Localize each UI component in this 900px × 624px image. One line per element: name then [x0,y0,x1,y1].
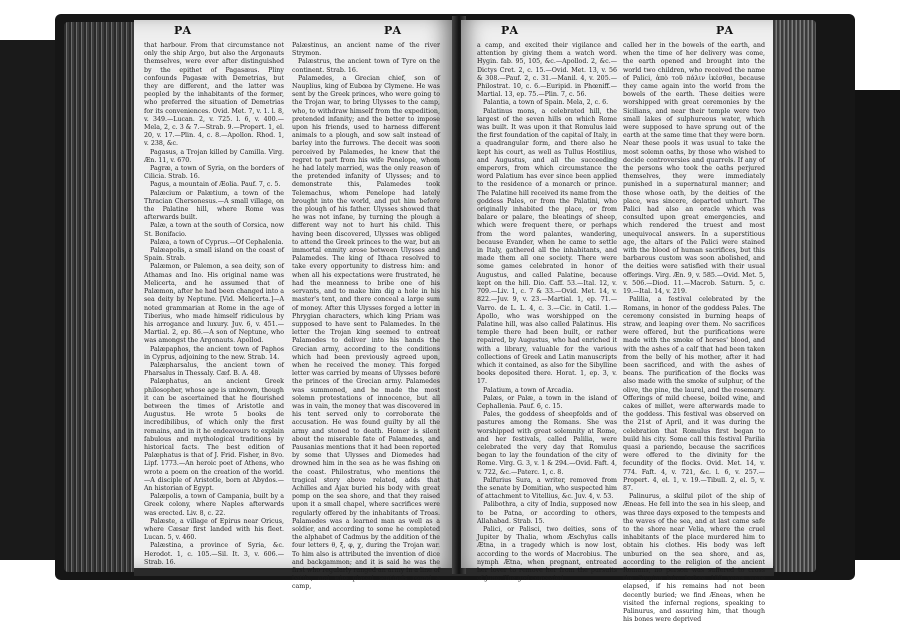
entry-paragraph: Palatinus mons, a celebrated hill, the largest of the seven hills on which Rome was built. It was upon it that Romulus laid the first foundation of the capital of Italy, in a quadrangular form, and there also he kept his court, as well as Tullus Hostilius, and Augustus, and all the succeeding emperors, from which circumstance the word Palatium has ever since been applied to the residence of a monarch or prince. The Palatine hill received its name from the goddess Pales, or from the Palatini, who originally inhabited the place, or from balare or palare, the bleatings of sheep, which were frequent there, or perhaps from the word palantes, wandering, because Evander, when he came to settle in Italy, gathered all the inhabitants, and made them all one society. There were some games celebrated in honor of Augustus, and called Palatine, because kept on the hill. Dio. Caff. 53.—Ital. 12, v. 709.—Liv. 1, c. 7 & 33.—Ovid. Met. 14, v. 822.—Juv. 9, v. 23.—Martial. 1, ep. 71.—Varro. de L. L. 4, c. 3.—Cic. in Catil. 1.—Apollo, who was worshipped on the Palatine hill, was also called Palatinus. His temple there had been built, or rather repaired, by Augustus, who had enriched it with a library, valuable for the various collections of Greek and Latin manuscripts which it contained, as also for the Sibylline books deposited there. Horat. 1, ep. 3, v. 17. [477,107,617,386]
entry-paragraph: Palæstrus, the ancient town of Tyre on the continent. Strab. 16. [292,58,440,74]
entry-paragraph: Palibothra, a city of India, supposed now to be Patna, or according to others, Allahabad. Strab. 15. [477,501,617,525]
entry-paragraph: called her in the bowels of the earth, and when the time of her delivery was come, the earth opened and brought into the world two children, who received the name of Palici, ἀπὸ τοῦ πάλιν ἱκέσθαι, because they came again into the world from the bowels of the earth. These deities were worshipped with great ceremonies by the Sicilians, and near their temple were two small lakes of sulphureous water, which were supposed to have sprung out of the earth at the same time that they were born. Near these pools it was usual to take the most solemn oaths, by those who wished to decide controversies and quarrels. If any of the persons who took the oaths perjured themselves, they were immediately punished in a supernatural manner; and those whose oath, by the deities of the place, was sincere, departed unhurt. The Palici had also an oracle which was consulted upon great emergencies, and which rendered the truest and most unequivocal answers. In a superstitious age, the altars of the Palici were stained with the blood of human sacrifices, but this barbarous custom was soon abolished, and the deities were satisfied with their usual offerings. Virg. Æn. 9, v. 585.—Ovid. Met. 5, v. 506.—Diod. 11.—Macrob. Saturn. 5, c. 19.—Ital. 14, v. 219. [623,42,765,296]
entry-paragraph: Pagus, a mountain of Æolia. Pauf. 7, c. 5. [150,181,281,189]
entry-paragraph: Palæphatus, an ancient Greek philosopher, whose age is unknown, though it can be ascertained that he flourished between the times of Aristotle and Augustus. He wrote 5 books de incredibilibus, of which only the first remains, and in it he endeavours to explain fabulous and mythological traditions by historical facts. The best edition of Palæphatus is that of J. Frid. Fisher, in 8vo. Lipf. 1773.—An heroic poet of Athens, who wrote a poem on the creation of the world.—A disciple of Aristotle, born at Abydos.—An historian of Egypt. [144,378,284,492]
running-head-right: PA [384,24,403,37]
entry-paragraph: Palæpolis, a town of Campania, built by a Greek colony, where Naples afterwards was erected. Liv. 8, c. 22. [144,493,284,517]
entry-paragraph: Palæcium or Palætium, a town of the Thracian Chersonesus.—A small village, on the Palatine hill, where Rome was afterwards built. [144,189,284,222]
left-page [134,20,456,591]
dark-backdrop-left [0,40,60,560]
entry-paragraph: Palæpaphos, the ancient town of Paphos in Cyprus, adjoining to the new. Strab. 14. [144,345,284,361]
right-page-column-2 [623,42,765,624]
entry-paragraph: Palæ, a town at the south of Corsica, now St. Bonifacio. [144,222,284,238]
left-page-column-2 [292,42,440,591]
page-stack-left-edge [64,22,134,572]
entry-paragraph: that harbour. From that circumstance not only the ship Argo, but also the Argonauts themselves, were ever after distinguished by the epithet of Pagasæus. Pliny confounds Pagasæ with Demetrias, but they are different, and the latter was peopled by the inhabitants of the former, who preferred the situation of Demetrias for its conveniences. Ovid. Met. 7, v. 1. l. 8, v. 349.—Lucan. 2, v. 725. l. 6, v. 400.—Mela, 2, c. 3 & 7.—Strab. 9.—Propert. 1, el. 20, v. 17.—Plin. 4, c. 8.—Apollon. Rhod. 1, v. 238, &c. [144,42,284,148]
right-page [461,20,773,624]
entry-paragraph: Palfurius Sura, a writer, removed from the senate by Domitian, who suspected him of attachment to Vitellius, &c. Juv. 4, v. 53. [477,476,617,501]
running-head-left: PA [501,24,520,37]
entry-paragraph: Palatium, a town of Arcadia. [483,386,574,394]
right-page-column-1 [477,42,617,583]
entry-paragraph: Palæmon, or Palemon, a sea deity, son of Athamas and Ino. His original name was Melicerta, and he assumed that of Palæmon, after he had been changed into a sea deity by Neptune. [Vid. Melicerta.]—A noted grammarian at Rome in the age of Tiberius, who made himself ridiculous by his arrogance and luxury. Juv. 6, v. 451.—Martial. 2, ep. 86.—A son of Neptune, who was amongst the Argonauts. Apollod. [144,263,284,345]
entry-paragraph: Palæpharsalus, the ancient town of Pharsalus in Thessaly. Cæf. B. A. 48. [144,361,284,378]
left-page-column-1 [144,42,284,566]
entry-paragraph: Palamedes, a Grecian chief, son of Nauplius, king of Eubœa by Clymene. He was sent by the Greek princes, who were going to the Trojan war, to bring Ulysses to the camp, who, to withdraw himself from the expedition, pretended infanity; and the better to impose upon his friends, used to harness different animals to a plough, and sow salt instead of barley into the furrows. The deceit was soon perceived by Palamedes, he knew that the regret to part from his wife Penelope, whom he had lately married, was the only reason of the pretended infanity of Ulysses; and to demonstrate this, Palamedes took Telemachus, whom Penelope had lately brought into the world, and put him before the plough of his father. Ulysses showed that he was not infane, by turning the plough a different way not to hurt his child. This having been discovered, Ulysses was obliged to attend the Greek princes to the war, but an immortal enmity arose between Ulysses and Palamedes. The king of Ithaca resolved to take every opportunity to distress him: and when all his expectations were frustrated, he had the meanness to bribe one of his servants, and to make him dig a hole in his master's tent, and there conceal a large sum of money. After this Ulysses forged a letter in Phrygian characters, which king Priam was supposed to have sent to Palamedes. In the letter the Trojan king seemed to entreat Palamedes to deliver into his hands the Grecian army, according to the conditions which had been previously agreed upon, when he received the money. This forged letter was carried by means of Ulysses before the princes of the Grecian army. Palamedes was summoned, and he made the most solemn protestations of innocence, but all was in vain, the money that was discovered in his tent served only to corroborate the accusation. He was found guilty by all the army and stoned to death. Homer is silent about the miserable fate of Palamedes, and Pausanias mentions that it had been reported by some that Ulysses and Diomedes had drowned him in the sea as he was fishing on the coast. Philostratus, who mentions the tragical story above related, adds that Achilles and Ajax buried his body with great pomp on the sea shore, and that they raised upon it a small chapel, where sacrifices were regularly offered by the inhabitants of Troas. Palamedes was a learned man as well as a soldier, and according to some he completed the alphabet of Cadmus by the addition of the four letters θ, ξ, φ, χ, during the Trojan war. To him also is attributed the invention of dice and backgammon; and it is said he was the first who regularly ranged an army in a line of battle, and who placed sentinels round a camp, [292,74,440,591]
entry-paragraph: Palæstinus, an ancient name of the river Strymon. [292,42,440,58]
entry-paragraph: Palæs, or Palæ, a town in the island of Cephallenia. Pauf. 6, c. 15. [477,394,617,410]
entry-paragraph: Pagasus, a Trojan killed by Camilla. Virg. Æn. 11, v. 670. [144,148,284,164]
page-stack-right-edge [772,20,816,572]
entry-paragraph: Palinurus, a skilful pilot of the ship of Æneas. He fell into the sea in his sleep, and was three days exposed to the tempests and the waves of the sea, and at last came safe to the shore near Velia, where the cruel inhabitants of the place murdered him to obtain his clothes. His body was left unburied on the sea shore, and as, according to the religion of the ancient Romans, no person was suffered to cross the Stygian lake before 100 years were elapsed, if his remains had not been decently buried; we find Æneas, when he visited the infernal regions, speaking to Palinurus, and assuring him, that though his bones were deprived [623,493,765,624]
entry-paragraph: Palantia, a town of Spain. Mela, 2, c. 6. [483,99,609,107]
entry-paragraph: Palæapolis, a small island on the coast of Spain. Strab. [144,247,284,263]
entry-paragraph: Palici, or Palisci, two deities, sons of Jupiter by Thalia, whom Æschylus calls Ætna, in a tragedy which is now lost, according to the words of Macrobius. The nymph Ætna, when pregnant, entreated her lover to remove her from the pursuits of Juno. The god concealed [477,525,617,583]
running-head-right: PA [716,24,735,37]
entry-paragraph: Palilia, a festival celebrated by the Romans, in honor of the goddess Pales. The ceremony consisted in burning heaps of straw, and leaping over them. No sacrifices were offered, but the purifications were made with the smoke of horses' blood, and with the ashes of a calf that had been taken from the belly of his mother, after it had been sacrificed, and with the ashes of beans. The purification of the flocks was also made with the smoke of sulphur, of the olive, the pine, the laurel, and the rosemary. Offerings of mild cheese, boiled wine, and cakes of millet, were afterwards made to the goddess. This festival was observed on the 21st of April, and it was during the celebration that Romulus first began to build his city. Some call this festival Parilia quasi a pariendo, because the sacrifices were offered to the divinity for the fecundity of the flocks. Ovid. Met. 14, v. 774. Faft. 4, v. 721, &c. l. 6, v. 257.—Propert. 4, el. 1, v. 19.—Tibull. 2, el. 5, v. 87. [623,296,765,492]
entry-paragraph: Pales, the goddess of sheepfolds and of pastures among the Romans. She was worshipped with great solemnity at Rome, and her festivals, called Palilia, were celebrated the very day that Romulus began to lay the foundation of the city of Rome. Virg. G. 3, v. 1 & 294.—Ovid. Faft. 4, v. 722, &c.—Paterc. 1, c. 8. [477,411,617,476]
entry-paragraph: Palæste, a village of Epirus near Oricus, where Cæsar first landed with his fleet. Lucan. 5, v. 460. [144,517,284,542]
running-head-left: PA [174,24,193,37]
dark-backdrop-right [855,90,900,560]
entry-paragraph: Palæstina, a province of Syria, &c. Herodot. 1, c. 105.—Sil. It. 3, v. 606.—Strab. 16. [144,542,284,566]
entry-paragraph: Pagræ, a town of Syria, on the borders of Cilicia. Strab. 16. [144,165,284,181]
entry-paragraph: Palæa, a town of Cyprus.—Of Cephalenia. [150,238,284,246]
entry-paragraph: a camp, and excited their vigilance and attention by giving them a watch word. Hygin. fab. 95, 105, &c.—Apollod. 2, &c.—Dictys Cret. 2, c. 15.—Ovid. Met. 13, v. 56 & 308.—Pauf. 2, c. 31.—Manil. 4, v. 205.—Philostrat. 10, c. 6.—Euripid. in Phœniff.—Martial. 13, ep. 75.—Plin. 7, c. 56. [477,42,617,99]
